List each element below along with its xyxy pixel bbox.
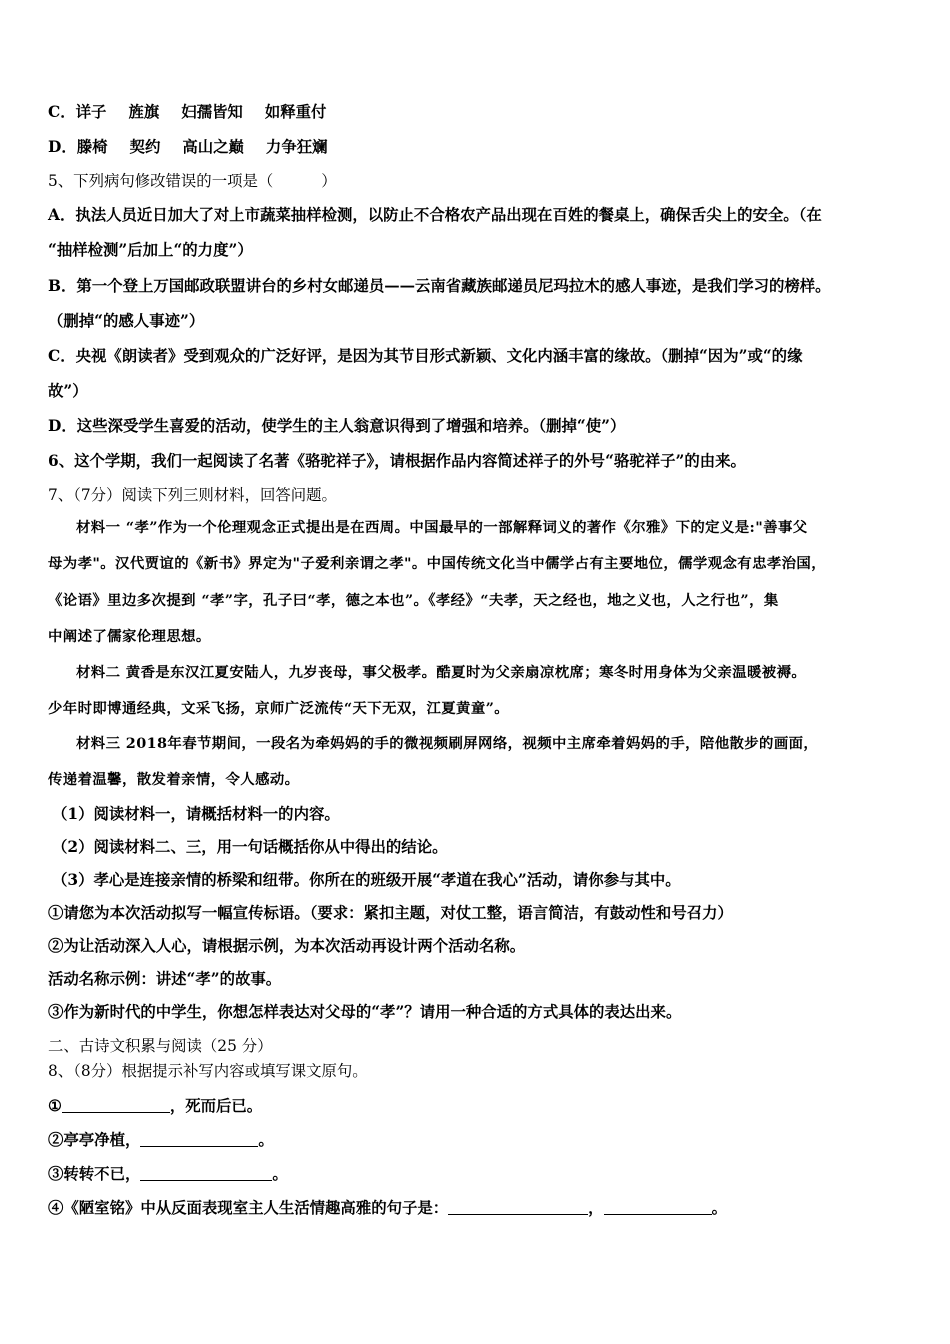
material-3-line-2: 传递着温馨，散发着亲情，令人感动。 — [48, 771, 300, 788]
answer-blank-4a[interactable] — [448, 1198, 588, 1215]
q7-sub-1: （1）阅读材料一，请概括材料一的内容。 — [52, 805, 340, 823]
q5-option-d: D．这些深受学生喜爱的活动，使学生的主人翁意识得到了增强和培养。（删掉“使”） — [48, 417, 626, 435]
q8-item-1: ① ，死而后已。 — [48, 1097, 263, 1115]
answer-blank-1[interactable] — [62, 1096, 170, 1113]
q7-stem: 7、（7分）阅读下列三则材料，回答问题。 — [48, 486, 337, 504]
q5-option-a: A．执法人员近日加大了对上市蔬菜抽样检测，以防止不合格农产品出现在百姓的餐桌上，确保舌尖上的安全。（在 — [48, 206, 822, 224]
q6-stem: 6、这个学期，我们一起阅读了名著《骆驼祥子》，请根据作品内容简述祥子的外号“骆驼祥子”的由来。 — [48, 452, 746, 470]
q7-task-1: ①请您为本次活动拟写一幅宣传标语。（要求：紧扣主题，对仗工整，语言简洁，有鼓动性和号召力） — [48, 904, 733, 922]
material-2-line-1: 材料二 黄香是东汉江夏安陆人，九岁丧母，事父极孝。酷夏时为父亲扇凉枕席；寒冬时用身体为父亲温暖被褥。 — [76, 664, 807, 681]
q5-stem: 5、下列病句修改错误的一项是（ ） — [48, 172, 337, 190]
q8-item-3: ③转转不已， 。 — [48, 1165, 288, 1183]
q7-sub-2: （2）阅读材料二、三，用一句话概括你从中得出的结论。 — [52, 838, 448, 856]
q8-item-4: ④《陋室铭》中从反面表现室主人生活情趣高雅的句子是： ， 。 — [48, 1199, 727, 1217]
material-3-line-1: 材料三 2018年春节期间，一段名为牵妈妈的手的微视频刷屏网络，视频中主席牵着妈妈的手，陪他散步的画面， — [76, 735, 819, 752]
q4-option-d: D．滕椅 契约 高山之巅 力争狂斓 — [48, 138, 328, 156]
q5-option-c-cont: 故”） — [48, 382, 88, 400]
q7-task-2: ②为让活动深入人心，请根据示例，为本次活动再设计两个活动名称。 — [48, 937, 526, 955]
q5-option-a-cont: “抽样检测”后加上“的力度”） — [48, 241, 253, 259]
q8-stem: 8、（8分）根据提示补写内容或填写课文原句。 — [48, 1062, 368, 1080]
q4-option-c: C．详子 旌旗 妇孺皆知 如释重付 — [48, 103, 327, 121]
q7-task-3: ③作为新时代的中学生，你想怎样表达对父母的“孝”？请用一种合适的方式具体的表达出来。 — [48, 1003, 682, 1021]
q7-sub-3: （3）孝心是连接亲情的桥梁和纽带。你所在的班级开展“孝道在我心”活动，请你参与其中。 — [52, 871, 681, 889]
q5-option-c: C．央视《朗读者》受到观众的广泛好评，是因为其节目形式新颖、文化内涵丰富的缘故。（删掉“因为”或“的缘 — [48, 347, 803, 365]
q5-option-b-cont: （删掉“的感人事迹”） — [48, 312, 205, 330]
q7-example: 活动名称示例：讲述“孝”的故事。 — [48, 970, 282, 988]
material-1-line-1: 材料一 “孝”作为一个伦理观念正式提出是在西周。中国最早的一部解释词义的著作《尔雅》下的定义是:"善事父 — [76, 519, 808, 536]
q8-item-2: ②亭亭净植， 。 — [48, 1131, 274, 1149]
material-1-line-2: 母为孝"。汉代贾谊的《新书》界定为"子爱利亲谓之孝"。中国传统文化当中儒学占有主要地位，儒学观念有忠孝治国， — [48, 555, 827, 572]
answer-blank-2[interactable] — [140, 1130, 258, 1147]
material-1-line-4: 中阐述了儒家伦理思想。 — [48, 628, 211, 645]
q5-option-b: B．第一个登上万国邮政联盟讲台的乡村女邮递员——云南省藏族邮递员尼玛拉木的感人事迹，是我们学习的榜样。 — [48, 277, 831, 295]
answer-blank-4b[interactable] — [604, 1198, 712, 1215]
section-2-heading: 二、古诗文积累与阅读（25 分） — [48, 1037, 273, 1055]
answer-blank-3[interactable] — [140, 1164, 272, 1181]
material-2-line-2: 少年时即博通经典，文采飞扬，京师广泛流传“天下无双，江夏黄童”。 — [48, 700, 510, 717]
material-1-line-3: 《论语》里边多次提到 “孝”字，孔子曰“孝，德之本也”。《孝经》“夫孝，天之经也，地之义也，人之行也”，集 — [48, 592, 779, 609]
